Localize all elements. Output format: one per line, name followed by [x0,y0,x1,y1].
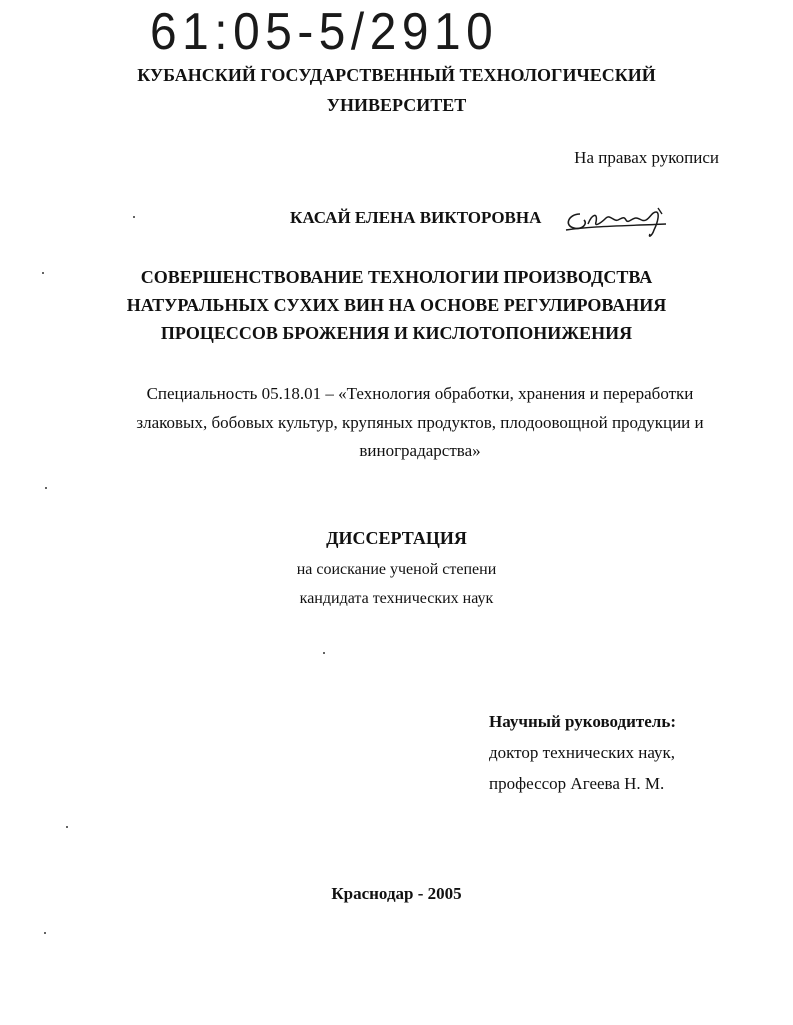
scan-speck [45,487,47,489]
library-stamp-handwritten: 61:05-5/2910 [150,3,499,61]
supervisor-name: профессор Агеева Н. М. [489,774,665,793]
title-line-3: ПРОЦЕССОВ БРОЖЕНИЯ И КИСЛОТОПОНИЖЕНИЯ [160,323,633,343]
scan-speck [42,272,44,274]
specialty-block [110,380,730,466]
scan-speck [133,216,135,218]
specialty-line-3: виноградарства» [359,441,481,460]
university-line-1: КУБАНСКИЙ ГОСУДАРСТВЕННЫЙ ТЕХНОЛОГИЧЕСКИЙ [137,65,656,85]
specialty-line-2: злаковых, бобовых культур, крупяных продуктов, плодоовощной продукции и [136,412,704,432]
university-line-2: УНИВЕРСИТЕТ [326,95,467,115]
city-year: Краснодар - 2005 [331,884,462,903]
scan-speck [44,932,46,934]
degree-line-2: кандидата технических наук [299,590,494,607]
title-line-2: НАТУРАЛЬНЫХ СУХИХ ВИН НА ОСНОВЕ РЕГУЛИРОВАНИЯ [126,295,667,315]
supervisor-degree: доктор технических наук, [489,743,676,762]
manuscript-rights-note: На правах рукописи [574,148,719,167]
title-line-1: СОВЕРШЕНСТВОВАНИЕ ТЕХНОЛОГИИ ПРОИЗВОДСТВА [140,267,653,287]
supervisor-block [489,706,676,799]
university-name [0,60,793,120]
specialty-line-1: Специальность 05.18.01 – «Технология обработки, хранения и переработки [146,384,694,403]
author-name: КАСАЙ ЕЛЕНА ВИКТОРОВНА [290,208,542,227]
scan-speck [323,652,325,654]
dissertation-title [0,263,793,347]
degree-line-1: на соискание ученой степени [296,561,497,578]
signature-image [562,200,674,242]
supervisor-label: Научный руководитель: [489,712,676,731]
scan-speck [66,826,68,828]
dissertation-heading: ДИССЕРТАЦИЯ [326,528,467,548]
